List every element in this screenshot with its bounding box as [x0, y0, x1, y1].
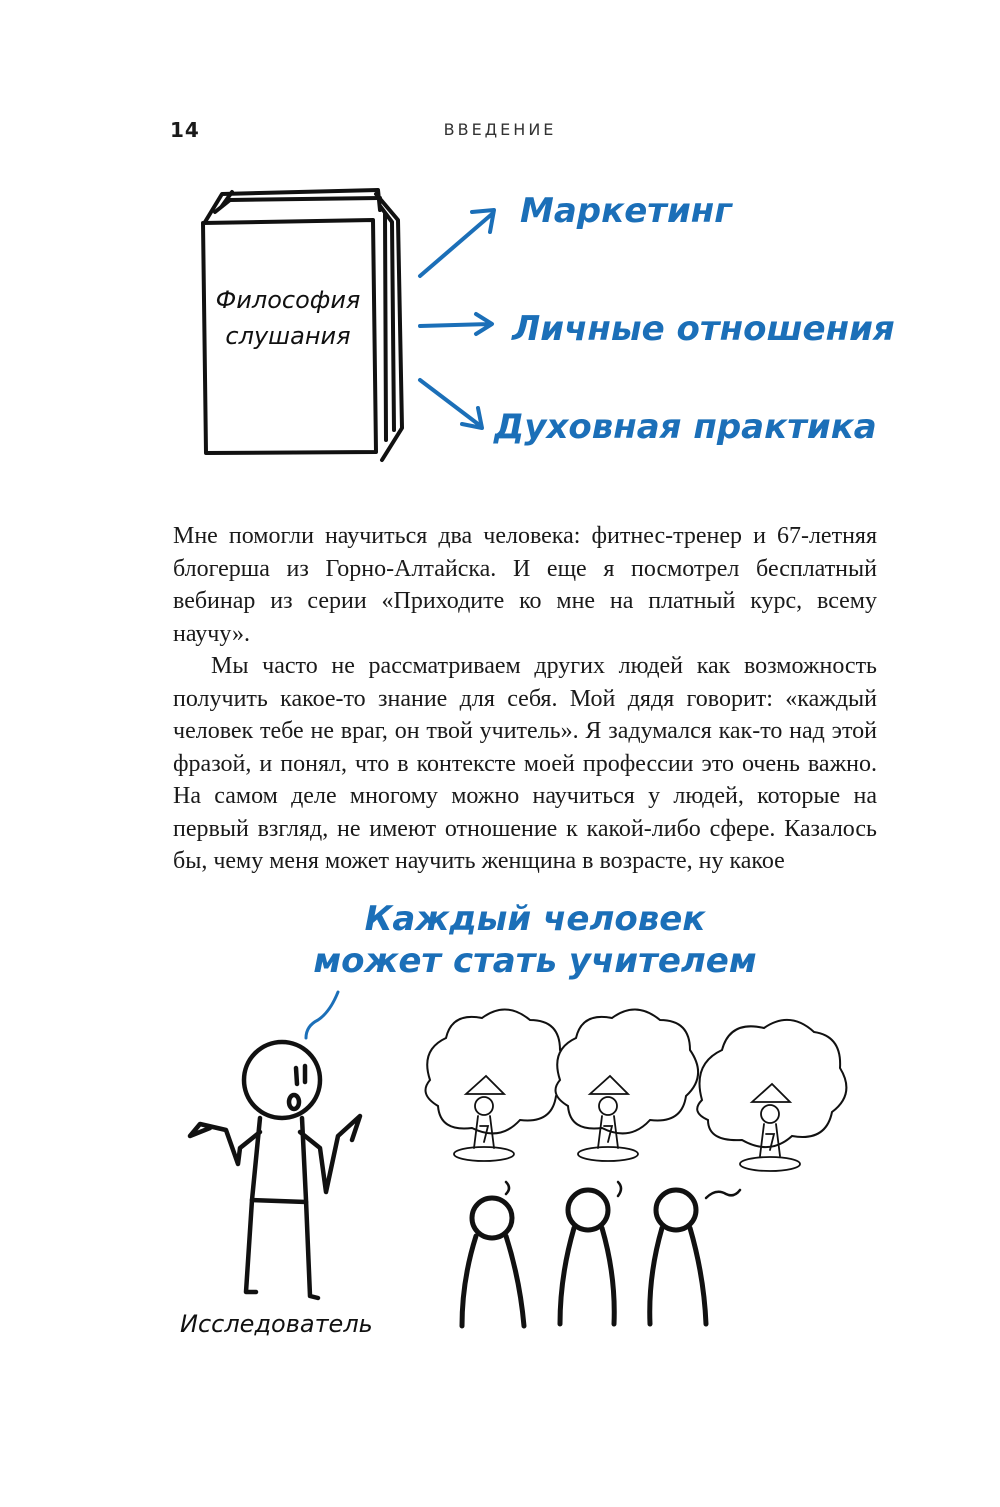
book-diagram: [0, 180, 1000, 500]
body-text: [173, 520, 877, 878]
listener-figure: [560, 1190, 614, 1324]
paragraph: Мы часто не рассматриваем других людей как возможность получить какое-то знание для себя. Мой дядя говорит: «каждый человек тебе не враг, он твой учитель». Я задумался как-то над этой фразой, и понял, что в контексте моей профессии это очень важно. На самом деле многому можно научиться у людей, которые на первый взгляд, не имеют отношение к какой-либо сфере. Казалось бы, чему меня может научить женщина в возрасте, ну какое: [173, 653, 877, 874]
running-head: ВВЕДЕНИЕ: [443, 120, 557, 139]
branch-spiritual-practice: Духовная практика: [494, 407, 877, 447]
arrow-down-icon: [420, 380, 482, 428]
teacher-illustration: [0, 880, 1000, 1360]
branch-marketing: Маркетинг: [520, 191, 733, 231]
thought-cloud-icon: [426, 1009, 569, 1133]
thought-cloud-icon: [556, 1009, 699, 1133]
researcher-figure: [190, 1042, 360, 1298]
caption-line1: Каждый человек: [364, 899, 706, 939]
book-title-line1: Философия: [215, 286, 361, 314]
researcher-label: Исследователь: [180, 1310, 373, 1338]
listener-figure: [462, 1198, 524, 1326]
branch-relationships: Личные отношения: [512, 309, 895, 349]
caption-line2: может стать учителем: [313, 941, 757, 981]
arrow-up-icon: [420, 210, 494, 276]
listener-figure: [650, 1190, 706, 1324]
paragraph: Мне помогли научиться два человека: фитнес-тренер и 67-летняя блогерша из Горно-Алтайска. И еще я посмотрел бесплатный вебинар из серии «Приходите ко мне на платный курс, всему научу».: [173, 523, 877, 647]
speech-mark-icon: [306, 992, 338, 1038]
arrow-right-icon: [420, 314, 492, 334]
book-title-line2: слушания: [225, 322, 351, 350]
page-number: 14: [170, 118, 200, 142]
